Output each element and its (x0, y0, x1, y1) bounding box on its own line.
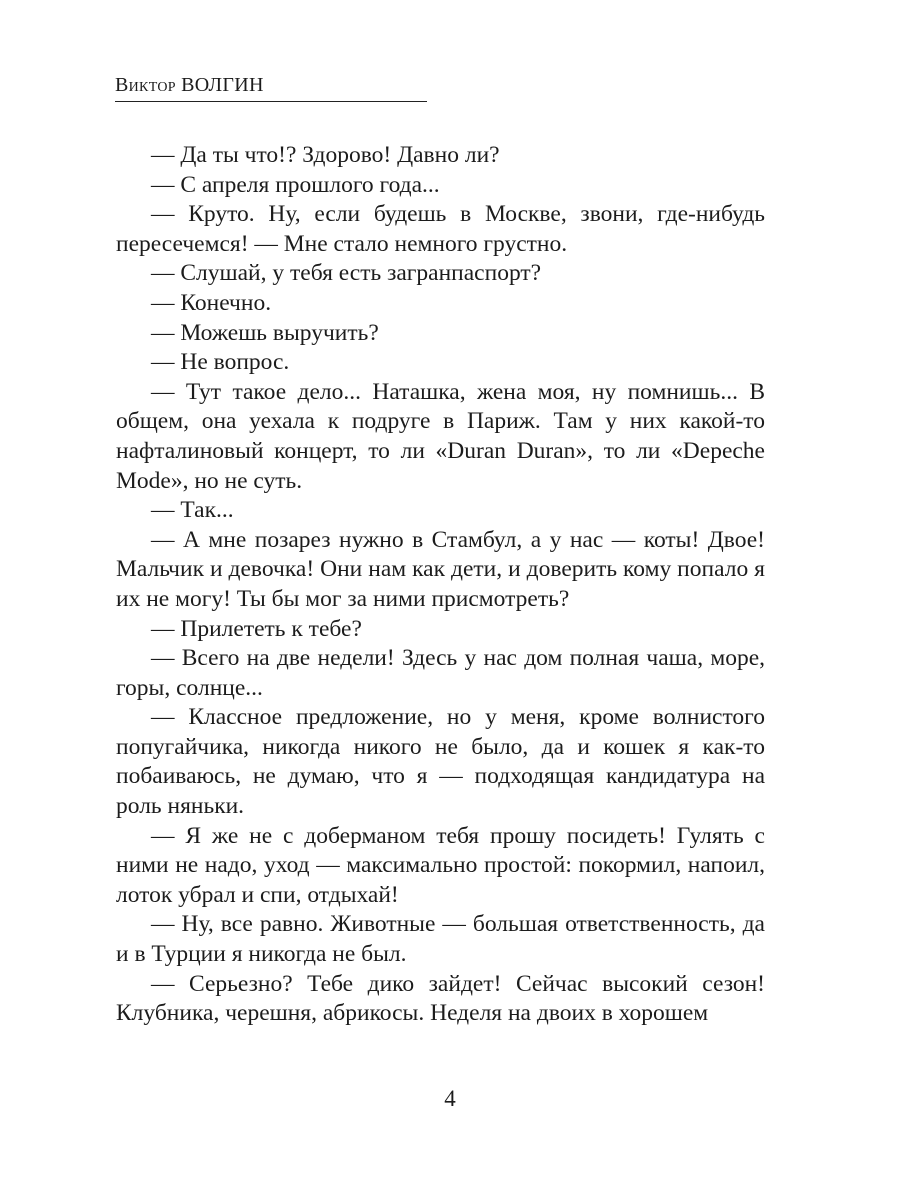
paragraph: — Круто. Ну, если будешь в Москве, звони, где-нибудь пересечемся! — Мне стало немного грустно. (116, 201, 765, 257)
paragraph: — Классное предложение, но у меня, кроме волнистого попугайчика, никогда никого не было, да и кошек я как-то побаиваюсь, не думаю, что я — подходящая кандидатура на роль няньки. (116, 704, 765, 820)
paragraph: — Так... (151, 497, 234, 524)
paragraph: — Да ты что!? Здорово! Давно ли? (151, 142, 500, 168)
paragraph: — Конечно. (151, 289, 272, 316)
paragraph: — Серьезно? Тебе дико зайдет! Сейчас высокий сезон! Клубника, черешня, абрикосы. Неделя на двоих в хорошем (116, 970, 765, 1027)
paragraph: — Не вопрос. (151, 349, 290, 376)
page-text (116, 141, 765, 1029)
page-number: 4 (444, 1086, 456, 1111)
paragraph: — Слушай, у тебя есть загранпаспорт? (151, 260, 542, 287)
paragraph: — А мне позарез нужно в Стамбул, а у нас — коты! Двое! Мальчик и девочка! Они нам как дети, и доверить кому попало я их не могу! Ты бы мог за ними присмотреть? (116, 526, 765, 612)
paragraph: — С апреля прошлого года... (151, 171, 440, 198)
paragraph: — Можешь выручить? (151, 319, 379, 346)
paragraph: — Прилететь к тебе? (151, 615, 362, 642)
author-name: Виктор ВОЛГИН (115, 74, 264, 96)
paragraph: — Всего на две недели! Здесь у нас дом полная чаша, море, горы, солнце... (116, 645, 765, 701)
paragraph: — Я же не с доберманом тебя прошу посидеть! Гулять с ними не надо, уход — максимально простой: покормил, напоил, лоток убрал и спи, отдыхай! (116, 822, 765, 908)
paragraph: — Ну, все равно. Животные — большая ответственность, да и в Турции я никогда не был. (116, 911, 765, 968)
paragraph: — Тут такое дело... Наташка, жена моя, ну помнишь... В общем, она уехала к подруге в Париж. Там у них какой-то нафталиновый концерт, то ли «Duran Duran», то ли «Depeche Mode», но не суть. (116, 378, 765, 494)
running-header (115, 74, 427, 102)
